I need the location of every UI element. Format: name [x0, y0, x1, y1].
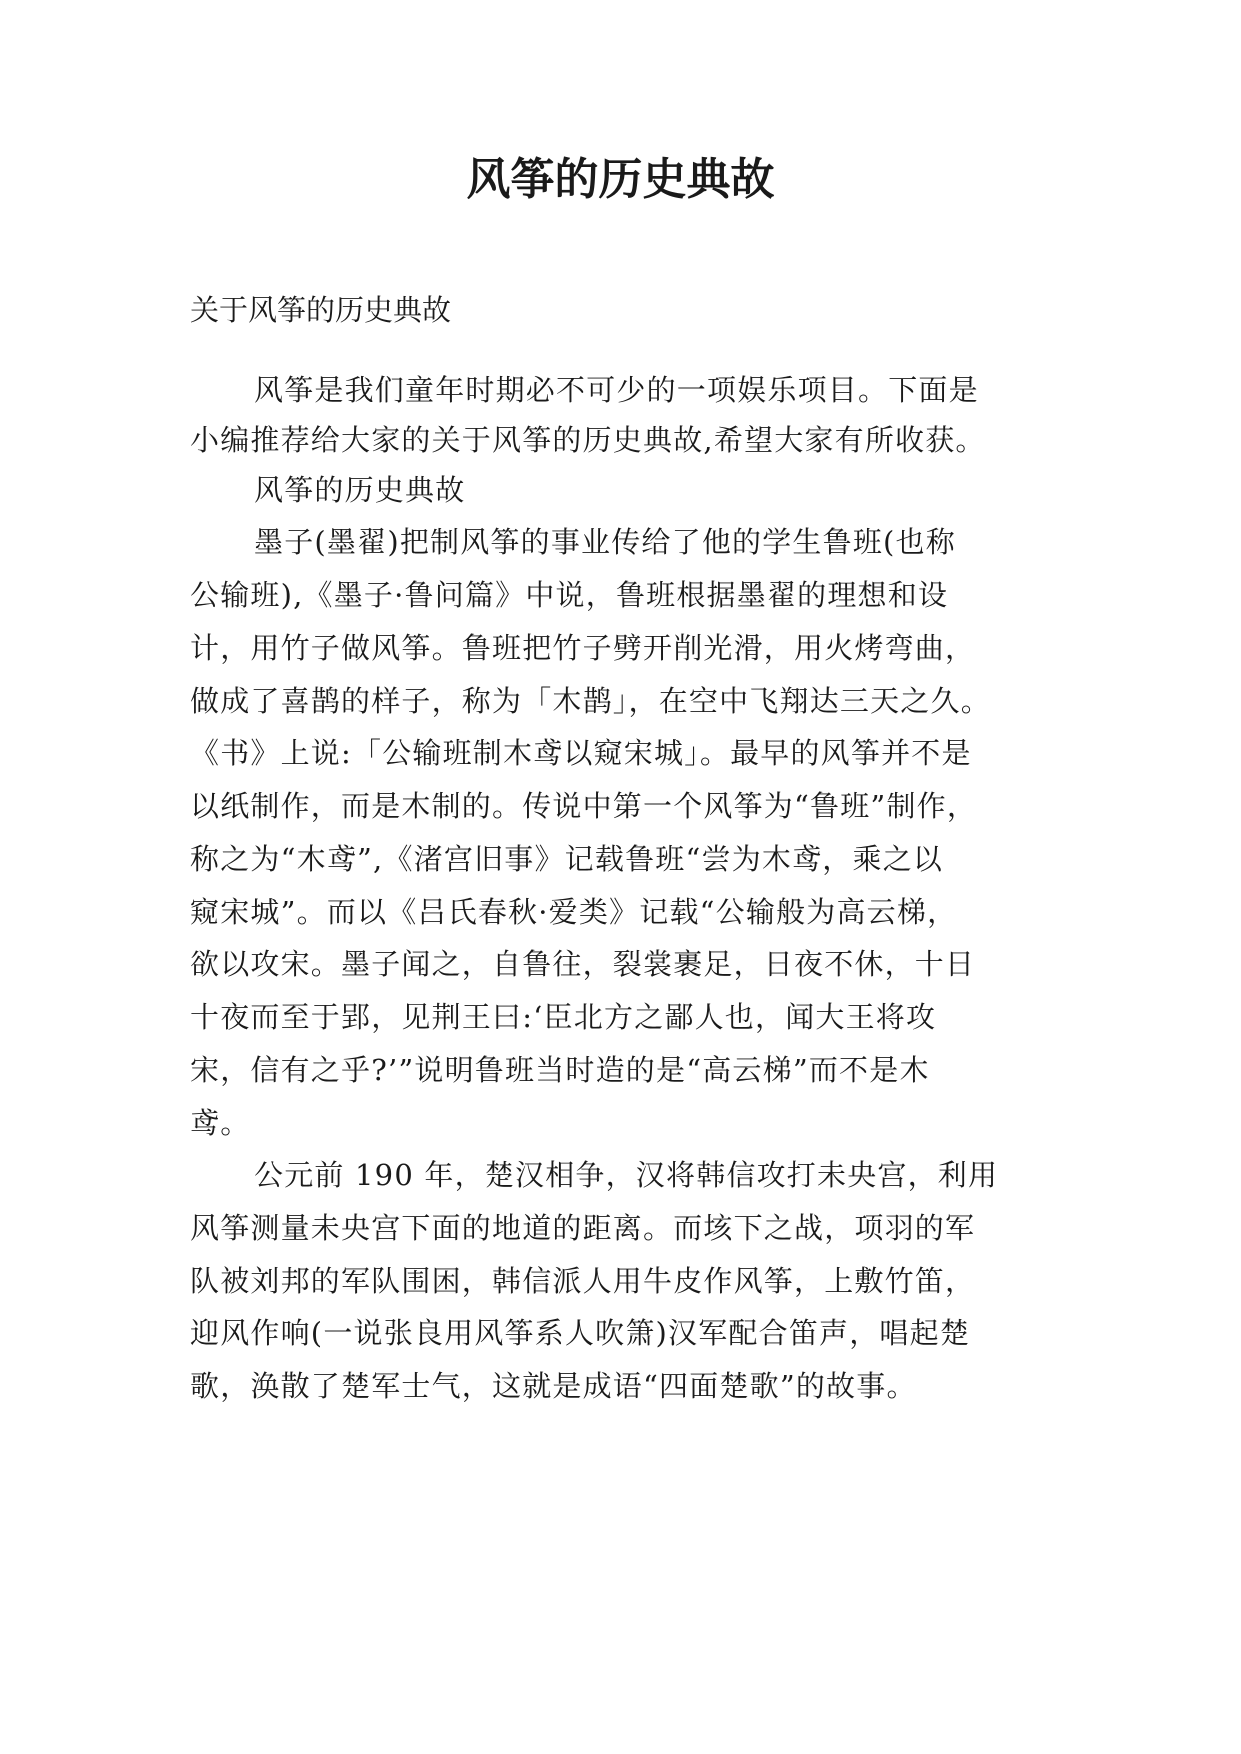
- text-line: 队被刘邦的军队围困，韩信派人用牛皮作风筝，上敷竹笛，: [190, 1264, 976, 1298]
- text-line: 欲以攻宋。墨子闻之，自鲁往，裂裳裹足，日夜不休，十日: [190, 947, 976, 981]
- text-line: 公输班),《墨子·鲁问篇》中说，鲁班根据墨翟的理想和设: [190, 578, 949, 612]
- text-line: 宋，信有之乎?’”说明鲁班当时造的是“高云梯”而不是木: [190, 1053, 930, 1087]
- text-line: 做成了喜鹊的样子，称为「木鹊」，在空中飞翔达三天之久。: [190, 684, 991, 718]
- text-line: 风筝测量未央宫下面的地道的距离。而垓下之战，项羽的军: [190, 1211, 976, 1245]
- text-line: 鸢。: [190, 1106, 251, 1140]
- text-line: 窥宋城”。而以《吕氏春秋·爱类》记载“公输般为高云梯，: [190, 895, 958, 929]
- text-line: 风筝是我们童年时期必不可少的一项娱乐项目。下面是: [254, 373, 979, 407]
- text-line: 以纸制作，而是木制的。传说中第一个风筝为“鲁班”制作，: [190, 789, 978, 823]
- text-line: 歌，涣散了楚军士气，这就是成语“四面楚歌”的故事。: [190, 1369, 917, 1403]
- text-line: 公元前 190 年，楚汉相争，汉将韩信攻打未央宫，利用: [254, 1158, 999, 1192]
- page-title: 风筝的历史典故: [466, 154, 775, 205]
- text-line: 计，用竹子做风筝。鲁班把竹子劈开削光滑，用火烤弯曲，: [190, 631, 976, 665]
- text-line: 迎风作响(一说张良用风筝系人吹箫)汉军配合笛声，唱起楚: [190, 1316, 971, 1350]
- text-line: 墨子(墨翟)把制风筝的事业传给了他的学生鲁班(也称: [254, 525, 956, 559]
- text-line: 《书》上说:「公输班制木鸢以窥宋城」。最早的风筝并不是: [190, 736, 972, 770]
- text-line: 称之为“木鸢”,《渚宫旧事》记载鲁班“尝为木鸢，乘之以: [190, 842, 944, 876]
- text-line: 十夜而至于郢，见荆王曰:‘臣北方之鄙人也，闻大王将攻: [190, 1000, 937, 1034]
- section-heading: 风筝的历史典故: [254, 473, 466, 507]
- text-line: 小编推荐给大家的关于风筝的历史典故,希望大家有所收获。: [190, 423, 986, 457]
- page-subtitle: 关于风筝的历史典故: [190, 293, 452, 327]
